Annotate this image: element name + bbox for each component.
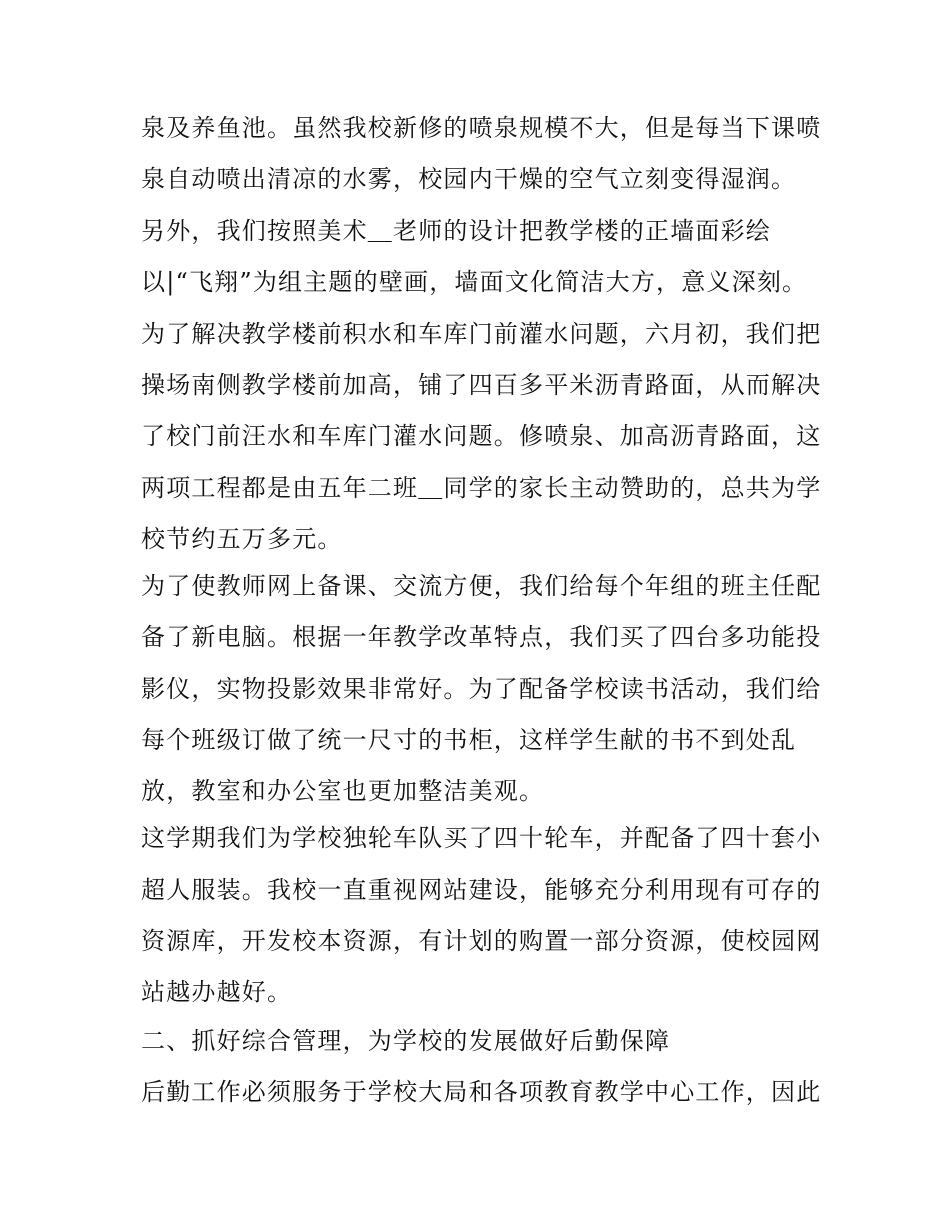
text-line: 超人服装。我校一直重视网站建设，能够充分利用现有可存的	[141, 876, 822, 904]
text-line: 放，教室和办公室也更加整洁美观。	[141, 777, 545, 805]
text-line: 为了解决教学楼前积水和车库门前灌水问题，六月初，我们把	[141, 320, 822, 348]
text-line: 泉自动喷出清凉的水雾，校园内干燥的空气立刻变得湿润。	[141, 165, 797, 193]
text-line: 另外，我们按照美术＿老师的设计把教学楼的正墙面彩绘	[141, 217, 771, 245]
text-line: 资源库，开发校本资源，有计划的购置一部分资源，使校园网	[141, 927, 822, 955]
text-line: 两项工程都是由五年二班＿同学的家长主动赞助的，总共为学	[141, 474, 822, 502]
text-line: 站越办越好。	[141, 978, 293, 1006]
text-line: 每个班级订做了统一尺寸的书柜，这样学生献的书不到处乱	[141, 726, 797, 754]
text-line: 后勤工作必须服务于学校大局和各项教育教学中心工作，因此	[141, 1078, 822, 1106]
text-line: 为了使教师网上备课、交流方便，我们给每个年组的班主任配	[141, 572, 822, 600]
text-line: 了校门前汪水和车库门灌水问题。修喷泉、加高沥青路面，这	[141, 422, 822, 450]
text-line: 泉及养鱼池。虽然我校新修的喷泉规模不大，但是每当下课喷	[141, 114, 822, 142]
text-line: 影仪，实物投影效果非常好。为了配备学校读书活动，我们给	[141, 675, 822, 703]
text-line: 备了新电脑。根据一年教学改革特点，我们买了四台多功能投	[141, 623, 822, 651]
section-heading: 二、抓好综合管理，为学校的发展做好后勤保障	[141, 1027, 671, 1055]
text-line: 以|“飞翔”为组主题的壁画，墙面文化简洁大方，意义深刻。	[141, 268, 808, 296]
text-line: 操场南侧教学楼前加高，铺了四百多平米沥青路面，从而解决	[141, 371, 822, 399]
text-line: 这学期我们为学校独轮车队买了四十轮车，并配备了四十套小	[141, 824, 822, 852]
text-line: 校节约五万多元。	[141, 525, 343, 553]
